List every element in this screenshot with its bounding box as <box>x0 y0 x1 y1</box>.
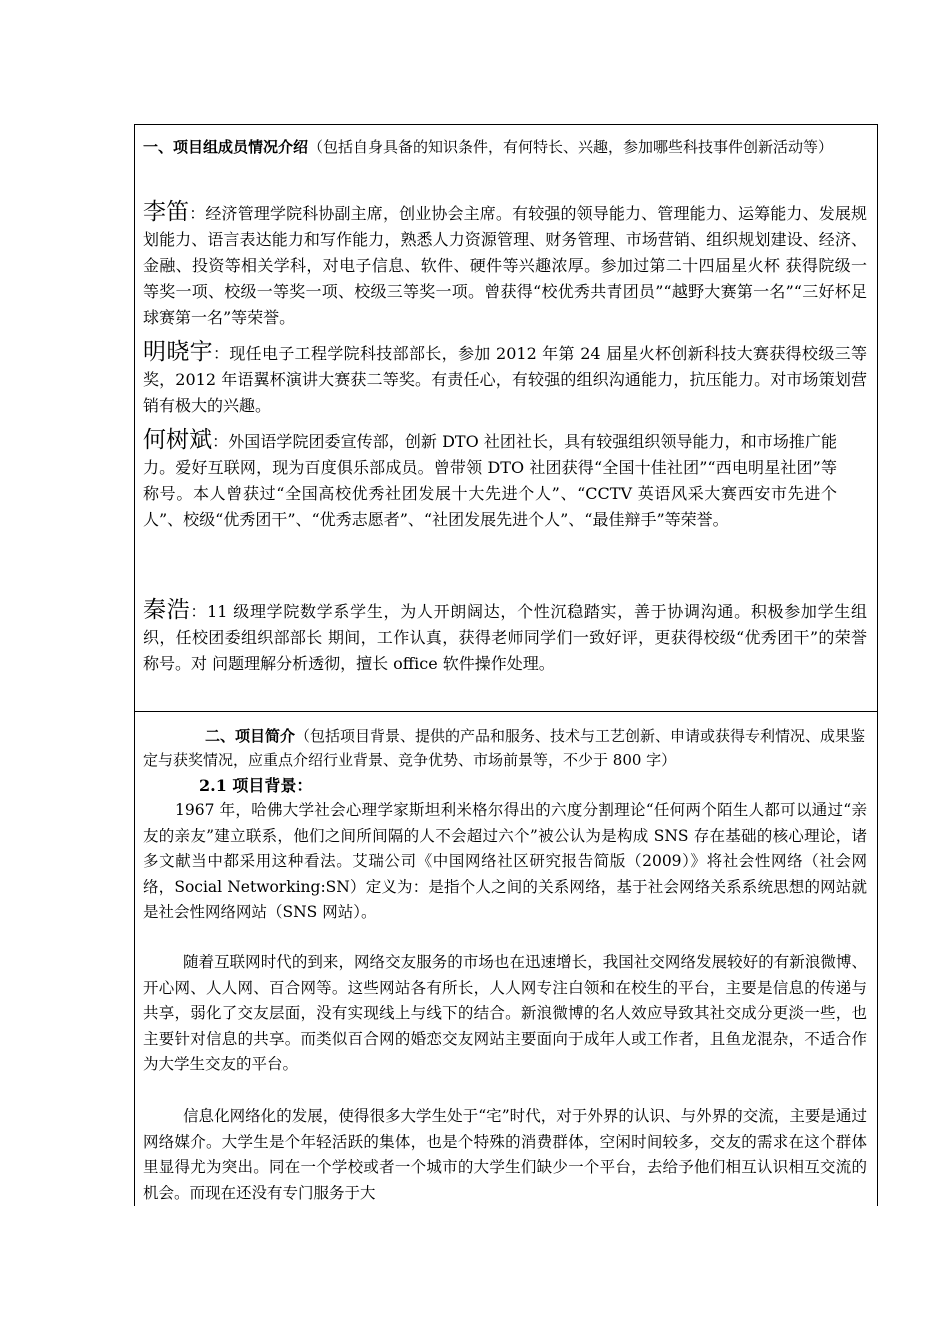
member-desc: ：经济管理学院科协副主席，创业协会主席。有较强的领导能力、管理能力、运筹能力、发展规划能力、语言表达能力和写作能力，熟悉人力资源管理、财务管理、市场营销、组织规划建设、经济、金融、投资等相关学科，对电子信息、软件、硬件等兴趣浓厚。参加过第二十四届星火杯 获得院级一等奖一项、校级一等奖一项、校级三等奖一项。曾获得“校优秀共青团员”“越野大赛第一名”“三好杯足球赛第一名”等荣誉。 <box>143 204 867 327</box>
members-note: （包括自身具备的知识条件，有何特长、兴趣，参加哪些科技事件创新活动等） <box>308 138 834 156</box>
project-intro-section <box>134 711 878 1206</box>
intro-heading <box>143 724 867 772</box>
intro-paragraph: 随着互联网时代的到来，网络交友服务的市场也在迅速增长，我国社交网络发展较好的有新浪微博、开心网、人人网、百合网等。这些网站各有所长，人人网专注白领和在校生的平台，主要是信息的传递与共享，弱化了交友层面，没有实现线上与线下的结合。新浪微博的名人效应导致其社交成分更淡一些，也主要针对信息的共享。而类似百合网的婚恋交友网站主要面向于成年人或工作者，且鱼龙混杂，不适合作为大学生交友的平台。 <box>143 953 867 1073</box>
intro-title: 二、项目简介 <box>205 727 296 745</box>
member-desc: ：外国语学院团委宣传部，创新 DTO 社团社长，具有较强组织领导能力，和市场推广能力。爱好互联网，现为百度俱乐部成员。曾带领 DTO 社团获得“全国十佳社团”“西电明星社团”等称号。本人曾获过“全国高校优秀社团发展十大先进个人”、“CCTV 英语风采大赛西安市先进个人”、校级“优秀团干”、“优秀志愿者”、“社团发展先进个人”、“最佳辩手”等荣誉。 <box>143 432 837 529</box>
intro-note: （包括项目背景、提供的产品和服务、技术与工艺创新、申请或获得专利情况、成果鉴定与获奖情况，应重点介绍行业背景、竞争优势、市场前景等，不少于 800 字） <box>143 727 866 769</box>
member-name: 明晓宇 <box>143 339 213 365</box>
member-entry-qin <box>143 597 867 677</box>
member-entry-he <box>143 427 837 533</box>
intro-paragraph: 信息化网络化的发展，使得很多大学生处于“宅”时代，对于外界的认识、与外界的交流，主要是通过网络媒介。大学生是个年轻活跃的集体，也是个特殊的消费群体，空闲时间较多，交友的需求在这个群体里显得尤为突出。同在一个学校或者一个城市的大学生们缺少一个平台，去给予他们相互认识相互交流的机会。而现在还没有专门服务于大 <box>143 1107 867 1202</box>
members-heading <box>143 135 867 159</box>
member-desc: ：现任电子工程学院科技部部长，参加 2012 年第 24 届星火杯创新科技大赛获得校级三等奖，2012 年语翼杯演讲大赛获二等奖。有责任心，有较强的组织沟通能力，抗压能力。对市场策划营销有极大的兴趣。 <box>143 344 867 415</box>
member-entry-li <box>143 199 867 331</box>
member-name: 秦浩 <box>143 597 191 623</box>
member-desc: ：11 级理学院数学系学生，为人开朗阔达，个性沉稳踏实，善于协调沟通。积极参加学生组织，任校团委组织部部长 期间，工作认真，获得老师同学们一致好评，更获得校级“优秀团干”的荣誉称号。对 问题理解分析透彻，擅长 office 软件操作处理。 <box>143 602 868 673</box>
members-section <box>134 124 878 711</box>
member-name: 李笛 <box>143 199 190 225</box>
intro-paragraph: 1967 年，哈佛大学社会心理学家斯坦利米格尔得出的六度分割理论“任何两个陌生人都可以通过“亲友的亲友”建立联系，他们之间所间隔的人不会超过六个”被公认为是构成 SNS 存在基础的核心理论，诸多文献当中都采用这种看法。艾瑞公司《中国网络社区研究报告简版（2009）》将社会性网络（社会网络，Social Networking:SN）定义为：是指个人之间的关系网络，基于社会网络关系系统思想的网站就是社会性网络网站（SNS 网站）。 <box>143 801 867 921</box>
member-entry-ming <box>143 339 867 419</box>
members-title: 一、项目组成员情况介绍 <box>143 138 309 156</box>
member-name: 何树斌 <box>143 427 213 453</box>
intro-subtitle: 2.1 项目背景： <box>199 776 313 795</box>
